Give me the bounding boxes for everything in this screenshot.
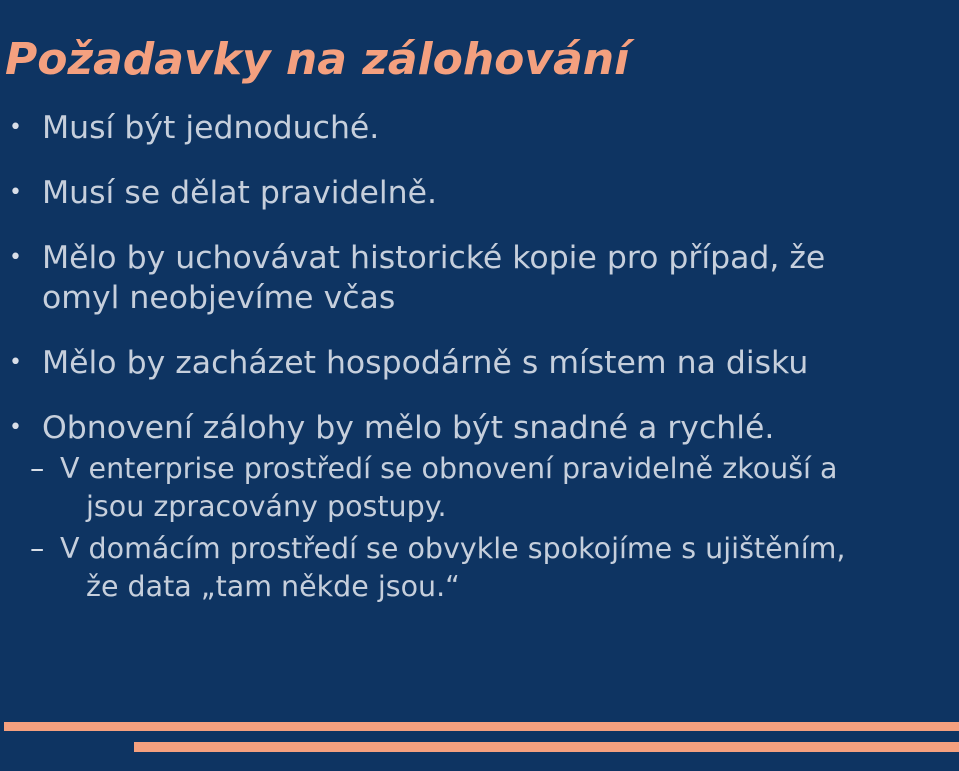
bullet-item — [0, 238, 862, 318]
bullet-dot-icon: • — [9, 180, 22, 205]
bullet-dot-icon: • — [9, 350, 22, 375]
bullet-text: Obnovení zálohy by mělo být snadné a rychlé. — [42, 410, 775, 446]
bullet-item — [0, 173, 862, 213]
bullet-text: Mělo by uchovávat historické kopie pro případ, že omyl neobjevíme včas — [42, 240, 826, 316]
bullet-text: Musí být jednoduché. — [42, 110, 380, 146]
bullet-item — [0, 408, 862, 606]
slide-title: Požadavky na zálohování — [5, 34, 630, 85]
subbullet-list — [30, 450, 862, 606]
subbullet-item — [0, 530, 886, 606]
bullet-text: Musí se dělat pravidelně. — [42, 175, 438, 211]
subbullet-item — [0, 450, 886, 526]
bullet-item — [0, 108, 862, 148]
bullet-dot-icon: • — [9, 245, 22, 270]
dash-icon: – — [30, 452, 45, 485]
subbullet-text: V domácím prostředí se obvykle spokojíme s ujištěním, že data „tam někde jsou.“ — [60, 532, 846, 603]
accent-bar-top — [4, 722, 959, 731]
bullet-text: Mělo by zacházet hospodárně s místem na disku — [42, 345, 809, 381]
bullet-dot-icon: • — [9, 415, 22, 440]
bullet-list — [0, 108, 959, 606]
bullet-dot-icon: • — [9, 115, 22, 140]
bullet-item — [0, 343, 832, 383]
dash-icon: – — [30, 532, 45, 565]
accent-bar-bottom — [134, 742, 959, 752]
subbullet-text: V enterprise prostředí se obnovení pravidelně zkouší a jsou zpracovány postupy. — [60, 452, 838, 523]
